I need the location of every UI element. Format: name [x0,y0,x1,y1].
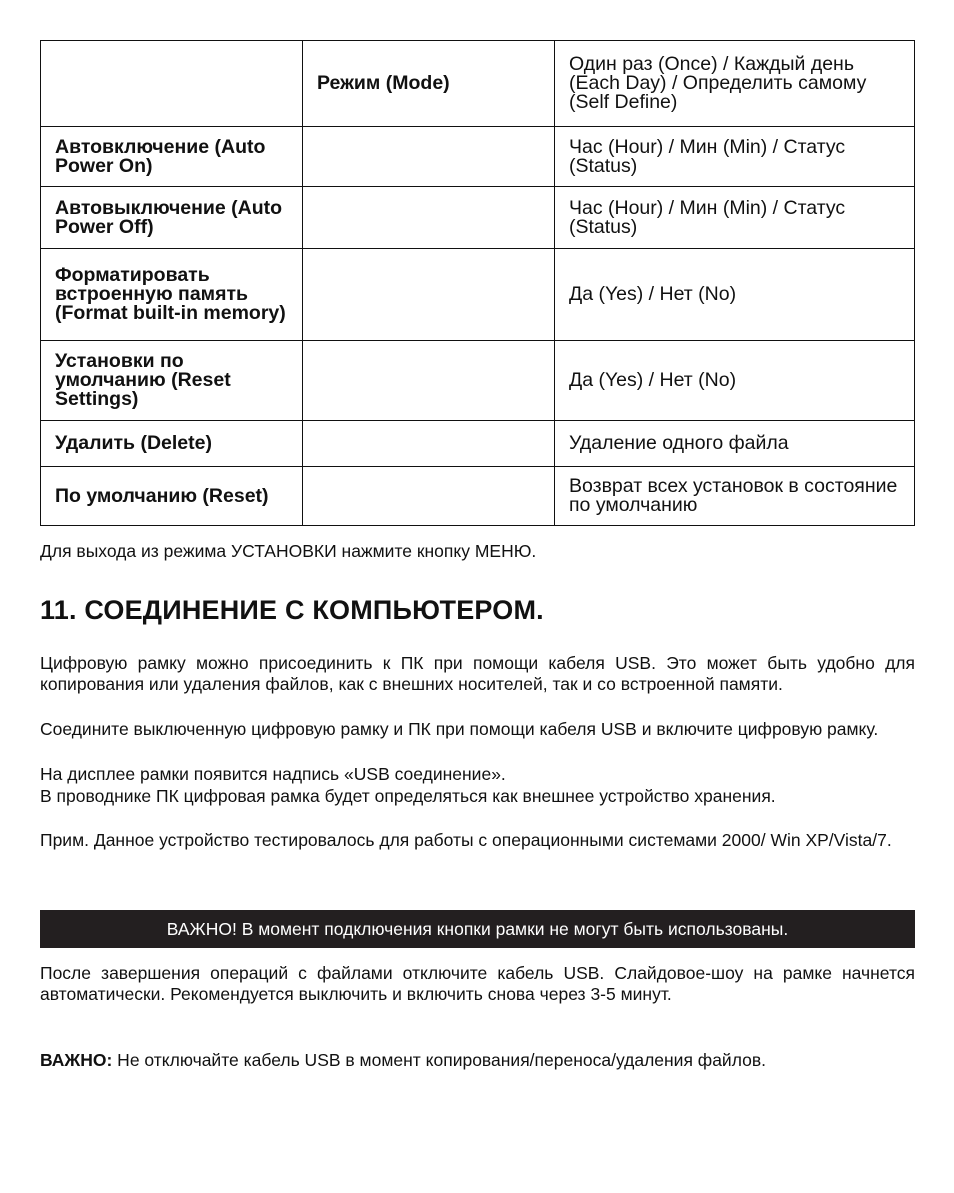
table-cell-setting: Автовключение (Auto Power On) [41,127,303,187]
table-cell-mode [303,421,555,467]
table-cell-options: Возврат всех установок в состояние по умолчанию [555,467,915,526]
table-cell-setting: По умолчанию (Reset) [41,467,303,526]
table-cell-options: Да (Yes) / Нет (No) [555,249,915,341]
table-row [41,187,915,249]
table-header-options: Один раз (Once) / Каждый день (Each Day) / Определить самому (Self Define) [555,41,915,127]
table-cell-setting: Удалить (Delete) [41,421,303,467]
table-cell-mode [303,187,555,249]
table-cell [41,41,303,127]
paragraph-intro: Цифровую рамку можно присоединить к ПК при помощи кабеля USB. Это может быть удобно для копирования или удаления файлов, как с внешних носителей, так и со встроенной памяти. [40,653,915,694]
os-note: Прим. Данное устройство тестировалось для работы с операционными системами 2000/ Win XP/Vista/7. [40,830,892,850]
table-row [41,467,915,526]
table-cell-setting: Форматировать встроенную память (Format built-in memory) [41,249,303,341]
paragraph-connect: Соедините выключенную цифровую рамку и ПК при помощи кабеля USB и включите цифровую рамку. [40,719,879,739]
section-title: 11. СОЕДИНЕНИЕ С КОМПЬЮТЕРОМ. [40,595,544,625]
paragraph-display: На дисплее рамки появится надпись «USB соединение». [40,764,506,784]
table-header-mode: Режим (Mode) [303,41,555,127]
table-row [41,421,915,467]
important-banner: ВАЖНО! В момент подключения кнопки рамки не могут быть использованы. [40,910,915,948]
table-cell-options: Удаление одного файла [555,421,915,467]
paragraph-after: После завершения операций с файлами отключите кабель USB. Слайдовое-шоу на рамке начнется автоматически. Рекомендуется выключить и включить снова через 3-5 минут. [40,963,915,1004]
settings-table [40,40,915,526]
table-row [41,127,915,187]
table-header-row [41,41,915,127]
exit-note: Для выхода из режима УСТАНОВКИ нажмите кнопку МЕНЮ. [40,541,537,561]
table-cell-mode [303,341,555,421]
table-cell-mode [303,127,555,187]
table-cell-options: Да (Yes) / Нет (No) [555,341,915,421]
paragraph-explorer: В проводнике ПК цифровая рамка будет определяться как внешнее устройство хранения. [40,786,776,806]
table-cell-mode [303,467,555,526]
table-cell-mode [303,249,555,341]
table-cell-options: Час (Hour) / Мин (Min) / Статус (Status) [555,127,915,187]
table-cell-setting: Установки по умолчанию (Reset Settings) [41,341,303,421]
table-cell-setting: Автовыключение (Auto Power Off) [41,187,303,249]
table-cell-options: Час (Hour) / Мин (Min) / Статус (Status) [555,187,915,249]
important-text: Не отключайте кабель USB в момент копирования/переноса/удаления файлов. [112,1050,766,1070]
table-row [41,341,915,421]
important-label: ВАЖНО: [40,1050,113,1070]
important-note [40,1050,915,1071]
table-row [41,249,915,341]
